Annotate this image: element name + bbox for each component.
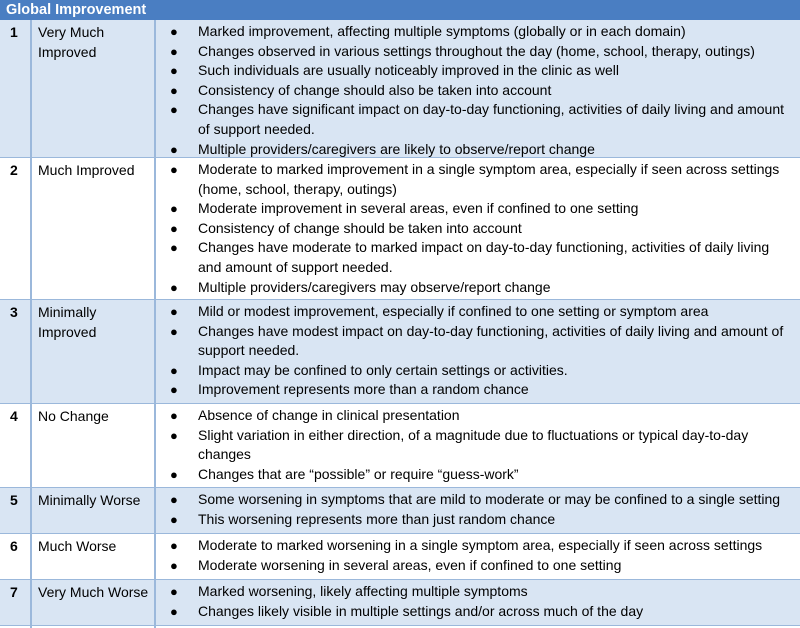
column-divider bbox=[154, 20, 156, 628]
bullet-icon: ● bbox=[170, 362, 178, 378]
bullet-icon: ● bbox=[170, 24, 178, 39]
list-item bbox=[170, 556, 790, 576]
criteria-list bbox=[170, 536, 790, 575]
rating-label: Minimally Worse bbox=[38, 492, 141, 508]
bullet-icon: ● bbox=[170, 63, 178, 79]
criterion-text: This worsening represents more than just random chance bbox=[198, 510, 556, 527]
list-item bbox=[170, 302, 790, 322]
criterion-text: Moderate improvement in several areas, even if confined to one setting bbox=[198, 200, 639, 217]
criterion-text: Changes have modest impact on day-to-day functioning, activities of daily living and amount of support needed. bbox=[198, 322, 784, 359]
bullet-icon: ● bbox=[170, 43, 178, 59]
criterion-text: Changes have moderate to marked impact on day-to-day functioning, activities of daily living and amount of support needed. bbox=[198, 239, 770, 275]
rating-number: 7 bbox=[10, 584, 18, 600]
table-row bbox=[0, 580, 800, 626]
bullet-icon: ● bbox=[170, 162, 178, 177]
bullet-icon: ● bbox=[170, 240, 178, 256]
criterion-text: Moderate worsening in several areas, even if confined to one setting bbox=[198, 556, 622, 573]
rating-number: 2 bbox=[10, 162, 18, 178]
rating-label: Much Improved bbox=[38, 162, 135, 178]
criteria-list bbox=[170, 406, 790, 484]
bullet-icon: ● bbox=[170, 492, 178, 507]
criterion-text: Marked improvement, affecting multiple symptoms (globally or in each domain) bbox=[198, 23, 686, 39]
rating-number: 5 bbox=[10, 492, 18, 508]
rating-label: Much Worse bbox=[38, 538, 117, 554]
rating-number: 3 bbox=[10, 304, 18, 320]
table-title: Global Improvement bbox=[6, 2, 147, 18]
criteria-list bbox=[170, 22, 790, 159]
list-item bbox=[170, 81, 790, 101]
bullet-icon: ● bbox=[170, 304, 178, 319]
rating-label: Minimally Improved bbox=[38, 304, 97, 340]
criterion-text: Changes likely visible in multiple settings and/or across much of the day bbox=[198, 602, 644, 619]
list-item bbox=[170, 380, 790, 400]
list-item bbox=[170, 406, 790, 426]
rating-number: 4 bbox=[10, 408, 18, 424]
criterion-text: Slight variation in either direction, of a magnitude due to fluctuations or typical day-to-day changes bbox=[198, 426, 749, 463]
list-item bbox=[170, 602, 790, 622]
list-item bbox=[170, 61, 790, 81]
list-item bbox=[170, 42, 790, 62]
bullet-icon: ● bbox=[170, 82, 178, 98]
column-divider bbox=[30, 20, 32, 628]
list-item bbox=[170, 426, 790, 465]
criterion-text: Mild or modest improvement, especially if confined to one setting or symptom area bbox=[198, 303, 709, 319]
criteria-list bbox=[170, 160, 790, 297]
table-row bbox=[0, 488, 800, 534]
bullet-icon: ● bbox=[170, 102, 178, 118]
list-item bbox=[170, 465, 790, 485]
criteria-list bbox=[170, 302, 790, 400]
bullet-icon: ● bbox=[170, 323, 178, 339]
rating-label: No Change bbox=[38, 408, 109, 424]
list-item bbox=[170, 140, 790, 160]
criteria-list bbox=[170, 582, 790, 621]
list-item bbox=[170, 199, 790, 219]
bullet-icon: ● bbox=[170, 466, 178, 482]
bullet-icon: ● bbox=[170, 201, 178, 217]
table-row bbox=[0, 404, 800, 488]
bullet-icon: ● bbox=[170, 408, 178, 423]
criterion-text: Moderate to marked worsening in a single symptom area, especially if seen across settings bbox=[198, 537, 763, 553]
rating-number: 6 bbox=[10, 538, 18, 554]
list-item bbox=[170, 219, 790, 239]
criterion-text: Such individuals are usually noticeably improved in the clinic as well bbox=[198, 62, 619, 79]
list-item bbox=[170, 238, 790, 277]
criterion-text: Absence of change in clinical presentation bbox=[198, 407, 460, 423]
rating-label: Very Much Worse bbox=[38, 584, 149, 600]
bullet-icon: ● bbox=[170, 141, 178, 157]
criterion-text: Changes that are “possible” or require “guess-work” bbox=[198, 465, 519, 482]
criterion-text: Multiple providers/caregivers may observe/report change bbox=[198, 278, 551, 295]
rating-number: 1 bbox=[10, 24, 18, 40]
list-item bbox=[170, 536, 790, 556]
criterion-text: Marked worsening, likely affecting multiple symptoms bbox=[198, 583, 528, 599]
criterion-text: Multiple providers/caregivers are likely to observe/report change bbox=[198, 140, 595, 157]
list-item bbox=[170, 510, 790, 530]
bullet-icon: ● bbox=[170, 557, 178, 573]
criterion-text: Changes observed in various settings throughout the day (home, school, therapy, outings) bbox=[198, 42, 755, 59]
criterion-text: Consistency of change should be taken into account bbox=[198, 219, 522, 236]
list-item bbox=[170, 160, 790, 199]
bullet-icon: ● bbox=[170, 511, 178, 527]
bullet-icon: ● bbox=[170, 279, 178, 295]
list-item bbox=[170, 361, 790, 381]
list-item bbox=[170, 22, 790, 42]
table-row bbox=[0, 158, 800, 300]
list-item bbox=[170, 322, 790, 361]
table-row bbox=[0, 534, 800, 580]
criterion-text: Improvement represents more than a random chance bbox=[198, 381, 529, 398]
list-item bbox=[170, 100, 790, 139]
bullet-icon: ● bbox=[170, 538, 178, 553]
bullet-icon: ● bbox=[170, 382, 178, 398]
rating-label: Very Much Improved bbox=[38, 24, 105, 60]
table-row bbox=[0, 300, 800, 404]
list-item bbox=[170, 582, 790, 602]
criterion-text: Moderate to marked improvement in a single symptom area, especially if seen across settings (home, school, therapy, outings) bbox=[198, 161, 780, 197]
table-header bbox=[0, 0, 800, 20]
criterion-text: Impact may be confined to only certain settings or activities. bbox=[198, 361, 568, 378]
criterion-text: Changes have significant impact on day-to-day functioning, activities of daily living and amount of support needed. bbox=[198, 101, 784, 137]
criterion-text: Some worsening in symptoms that are mild to moderate or may be confined to a single setting bbox=[198, 491, 781, 507]
bullet-icon: ● bbox=[170, 220, 178, 236]
bullet-icon: ● bbox=[170, 427, 178, 443]
bullet-icon: ● bbox=[170, 603, 178, 619]
table-row bbox=[0, 20, 800, 158]
criterion-text: Consistency of change should also be taken into account bbox=[198, 81, 552, 98]
list-item bbox=[170, 278, 790, 298]
criteria-list bbox=[170, 490, 790, 529]
list-item bbox=[170, 490, 790, 510]
bullet-icon: ● bbox=[170, 584, 178, 599]
